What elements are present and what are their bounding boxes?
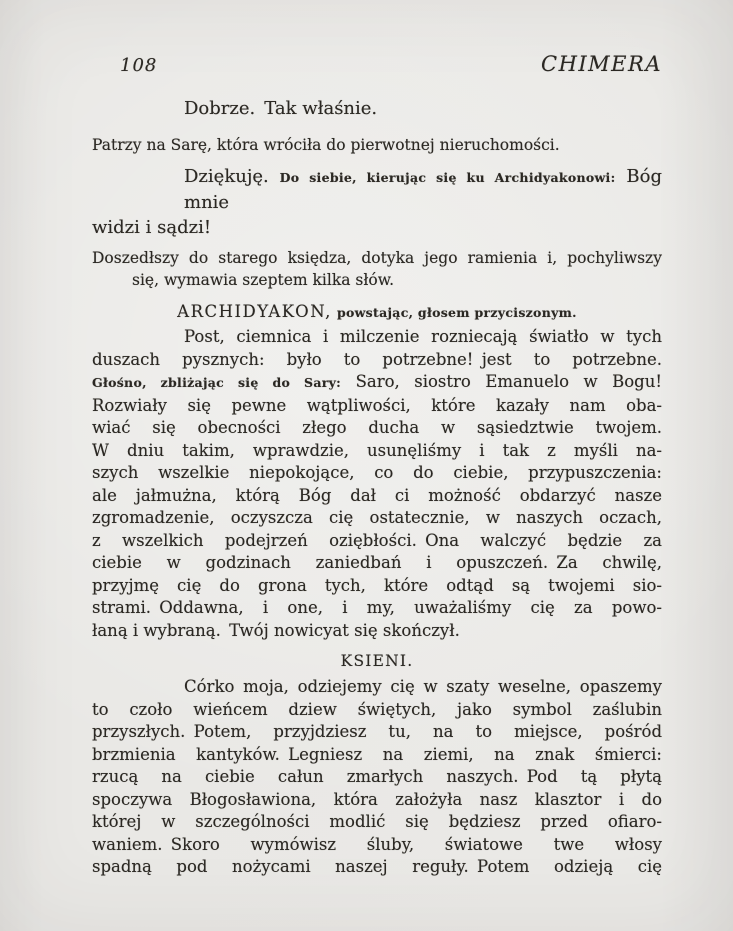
speech-line: spadną pod nożycami naszej reguły. Potem odzieją cię [92, 857, 662, 876]
speech-line: zgromadzenie, oczyszcza cię ostatecznie, w naszych oczach, [92, 508, 662, 527]
speech-line: ciebie w godzinach zaniedbań i opuszczeń. Za chwilę, [92, 553, 662, 572]
speaker-heading-ksieni [92, 649, 662, 673]
page-number: 108 [120, 55, 158, 76]
speech-line: wiać się obecności złego ducha w sąsiedztwie twojem. [92, 418, 662, 437]
speech-line: ale jałmużna, którą Bóg dał ci możność obdarzyć nasze [92, 485, 662, 505]
speech-line: Córko moja, odziejemy cię w szaty weselne, opaszemy [184, 677, 662, 696]
speech-line: waniem. Skoro wymówisz śluby, światowe twe włosy [92, 834, 662, 854]
speaker-name-ksieni: KSIENI. [340, 652, 414, 670]
dialogue-thanks [92, 164, 662, 240]
speech-line: szych wszelkie niepokojące, co do ciebie, przypuszczenia: [92, 463, 662, 482]
speech-line: przyszłych. Potem, przyjdziesz tu, na to miejsce, pośród [92, 722, 662, 741]
running-head [92, 52, 662, 76]
speech-line: strami. Oddawna, i one, i my, uważaliśmy cię za powo- [92, 598, 662, 617]
speech-line: spoczywa Błogosławiona, która założyła nasz klasztor i do [92, 789, 662, 809]
speech-archidyakon [92, 326, 662, 642]
inline-stage-direction-aside: Do siebie, kierując się ku Archidyakonowi: [279, 170, 616, 185]
speech-line-last: łaną i wybraną. Twój nowicyat się skończył. [92, 620, 460, 640]
journal-title: CHIMERA [541, 52, 662, 76]
dialogue-thanks-rest: Bóg mnie [184, 166, 662, 213]
stage-direction-priest [92, 247, 662, 291]
speech-line: Rozwiały się pewne wątpliwości, które kazały nam oba- [92, 395, 662, 415]
speech-line: Post, ciemnica i milczenie rozniecają światło w tych [184, 327, 662, 346]
speech-line: to czoło wieńcem dziew świętych, jako symbol zaślubin [92, 699, 662, 719]
inline-stage-direction-glosno: Głośno, zbliżając się do Sary: [92, 375, 342, 390]
speaker-stage-direction-archidyakon: powstając, głosem przyciszonym. [336, 305, 577, 320]
stage-direction-sara: Patrzy na Sarę, która wróciła do pierwotnej nieruchomości. [92, 136, 560, 154]
speech-line: przyjmę cię do grona tych, które odtąd są twojemi sio- [92, 575, 662, 595]
speech-line: rzucą na ciebie całun zmarłych naszych. Pod tą płytą [92, 767, 662, 786]
speech-line: z wszelkich podejrzeń oziębłości. Ona walczyć będzie za [92, 530, 662, 550]
text-block [92, 52, 662, 879]
speech-line: W dniu takim, wprawdzie, usunęliśmy i tak z myśli na- [92, 440, 662, 460]
dialogue-line-sara-reply: Dobrze. Tak właśnie. [184, 98, 378, 119]
speech-line-text: Saro, siostro Emanuelo w Bogu! [355, 372, 663, 391]
speech-line: której w szczególności modlić się będziesz przed ofiaro- [92, 812, 662, 831]
dialogue-thanks-opening: Dziękuję. [184, 166, 269, 187]
dialogue-thanks-line2: widzi i sądzi! [92, 217, 212, 238]
speaker-heading-archidyakon [92, 300, 662, 325]
stage-direction-priest-line1: Doszedłszy do starego księdza, dotyka jego ramienia i, pochyliwszy [92, 249, 662, 267]
speech-line-with-aside [92, 371, 662, 395]
speaker-name-archidyakon: ARCHIDYAKON, [177, 302, 332, 321]
dialogue-thanks-line1 [92, 164, 662, 215]
stage-direction-priest-line2: się, wymawia szeptem kilka słów. [132, 271, 395, 289]
speech-ksieni [92, 676, 662, 879]
speech-line: duszach pysznych: było to potrzebne! jest to potrzebne. [92, 349, 662, 369]
speech-line: brzmienia kantyków. Legniesz na ziemi, na znak śmierci: [92, 744, 662, 764]
